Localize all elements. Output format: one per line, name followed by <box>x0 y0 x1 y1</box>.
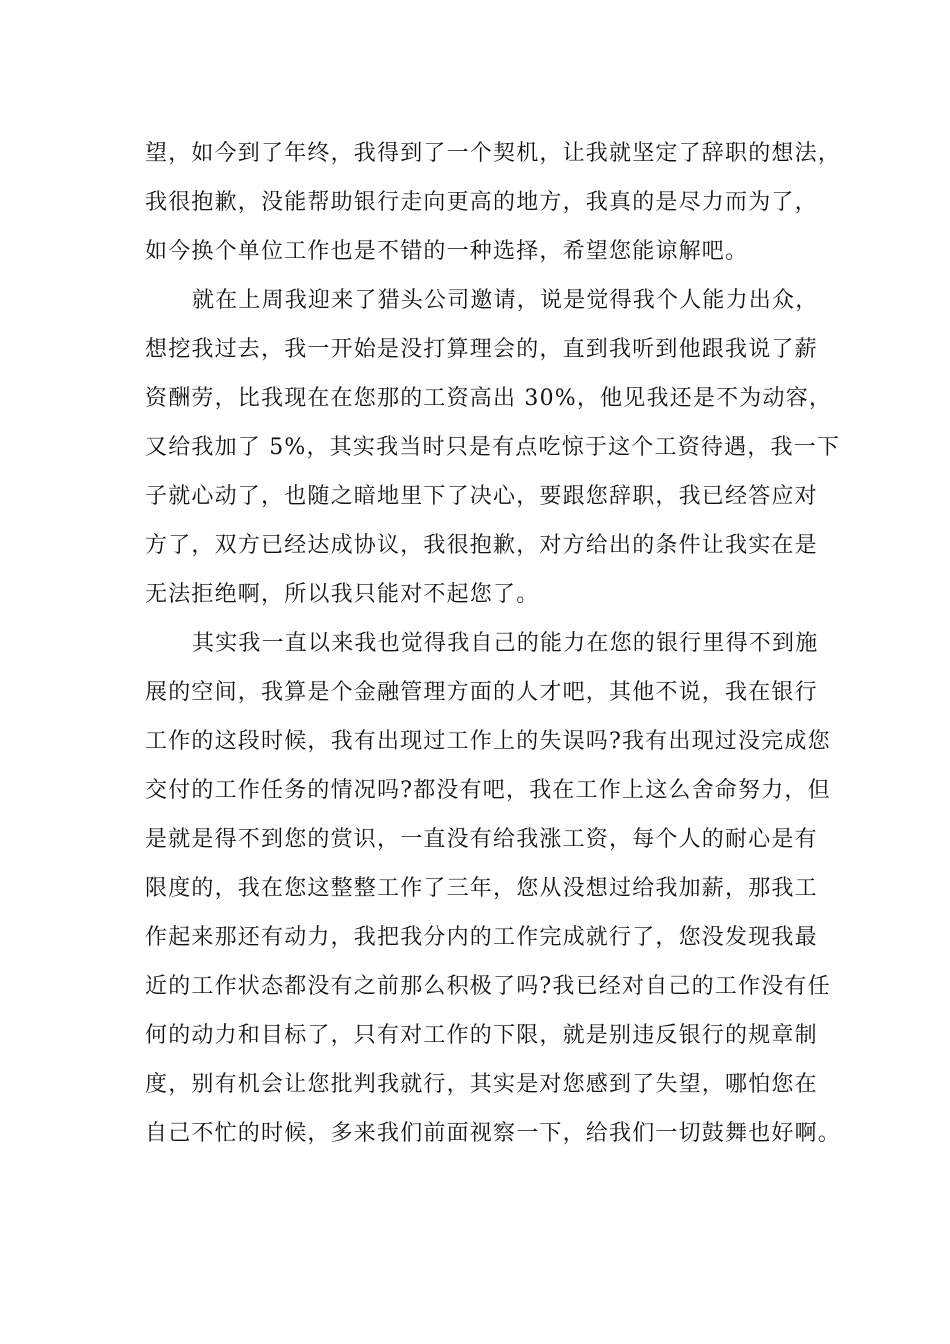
text-line: 想挖我过去，我一开始是没打算理会的，直到我听到他跟我说了薪 <box>145 337 818 362</box>
text-line: 其实我一直以来我也觉得我自己的能力在您的银行里得不到施 <box>192 631 819 656</box>
text-line: 近的工作状态都没有之前那么积极了吗?我已经对自己的工作没有任 <box>145 974 831 999</box>
body-text <box>145 129 842 1158</box>
text-line: 如今换个单位工作也是不错的一种选择，希望您能谅解吧。 <box>145 239 749 264</box>
text-line: 是就是得不到您的赏识，一直没有给我涨工资，每个人的耐心是有 <box>145 827 818 852</box>
paragraph-2 <box>145 276 841 619</box>
text-line: 度，别有机会让您批判我就行，其实是对您感到了失望，哪怕您在 <box>145 1072 818 1097</box>
text-line: 子就心动了，也随之暗地里下了决心，要跟您辞职，我已经答应对 <box>145 484 818 509</box>
text-line: 就在上周我迎来了猎头公司邀请，说是觉得我个人能力出众， <box>192 288 819 313</box>
text-line: 资酬劳，比我现在在您那的工资高出 30%，他见我还是不为动容， <box>145 386 833 411</box>
text-line: 何的动力和目标了，只有对工作的下限，就是别违反银行的规章制 <box>145 1023 818 1048</box>
text-line: 方了，双方已经达成协议，我很抱歉，对方给出的条件让我实在是 <box>145 533 818 558</box>
text-line: 交付的工作任务的情况吗?都没有吧，我在工作上这么舍命努力，但 <box>145 778 831 803</box>
text-line: 望，如今到了年终，我得到了一个契机，让我就坚定了辞职的想法， <box>145 141 842 166</box>
paragraph-3 <box>145 619 842 1158</box>
text-line: 我很抱歉，没能帮助银行走向更高的地方，我真的是尽力而为了， <box>145 190 818 215</box>
text-line: 工作的这段时候，我有出现过工作上的失误吗?我有出现过没完成您 <box>145 729 831 754</box>
text-line: 展的空间，我算是个金融管理方面的人才吧，其他不说，我在银行 <box>145 680 818 705</box>
text-line: 自己不忙的时候，多来我们前面视察一下，给我们一切鼓舞也好啊。 <box>145 1121 842 1146</box>
paragraph-1 <box>145 129 842 276</box>
text-line: 限度的，我在您这整整工作了三年，您从没想过给我加薪，那我工 <box>145 876 818 901</box>
text-line: 作起来那还有动力，我把我分内的工作完成就行了，您没发现我最 <box>145 925 818 950</box>
text-line: 又给我加了 5%，其实我当时只是有点吃惊于这个工资待遇，我一下 <box>145 435 841 460</box>
text-line: 无法拒绝啊，所以我只能对不起您了。 <box>145 582 540 607</box>
